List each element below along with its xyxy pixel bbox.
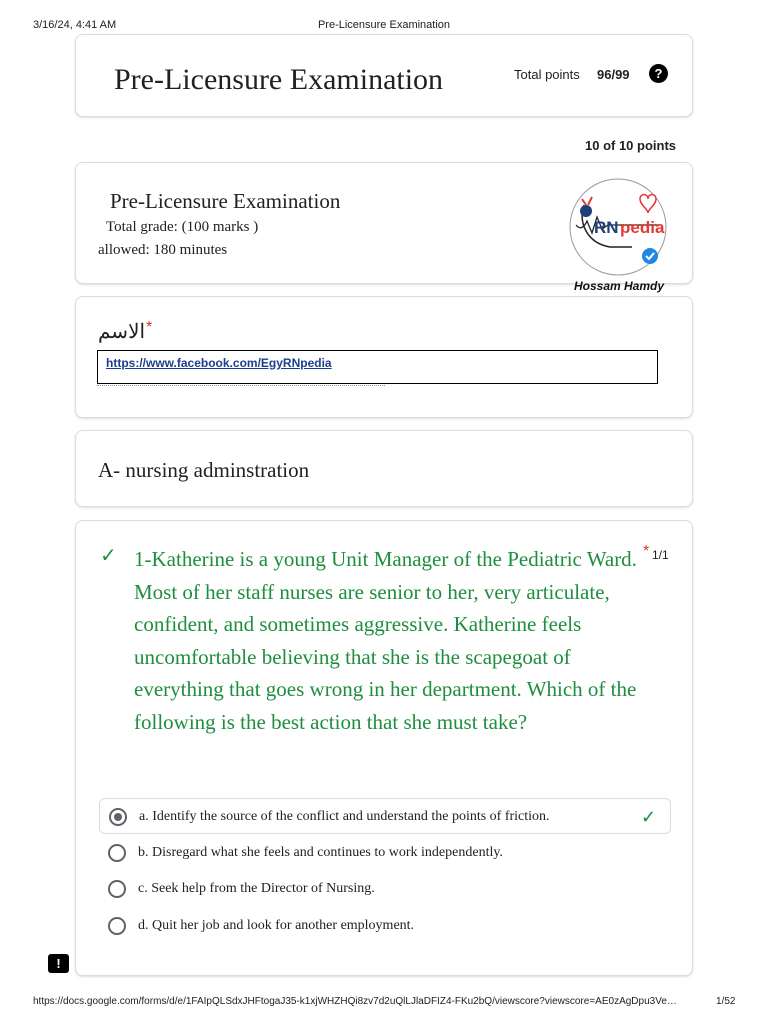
option-d[interactable] (99, 908, 671, 944)
total-points-value: 96/99 (597, 67, 630, 82)
header-card (75, 34, 693, 117)
name-field-label: الاسم (98, 321, 146, 343)
option-c-label: c. Seek help from the Director of Nursing. (138, 881, 375, 896)
correct-check-icon: ✓ (100, 545, 117, 567)
allowed-time-text: allowed: 180 minutes (98, 242, 228, 258)
print-datetime: 3/16/24, 4:41 AM (33, 19, 117, 31)
section-title: A- nursing adminstration (98, 458, 310, 482)
name-answer-link[interactable]: https://www.facebook.com/EgyRNpedia (106, 356, 332, 370)
option-correct-check-icon: ✓ (641, 807, 657, 827)
print-title: Pre-Licensure Examination (317, 19, 451, 31)
name-question-card (75, 296, 693, 418)
radio-icon[interactable] (108, 880, 126, 898)
required-marker: * (146, 319, 153, 336)
page-title: Pre-Licensure Examination (114, 63, 444, 96)
radio-icon[interactable] (108, 844, 126, 862)
total-grade-text: Total grade: (100 marks ) (106, 219, 259, 235)
section-card (75, 430, 693, 507)
feedback-icon[interactable]: ! (48, 954, 69, 973)
question-required-marker: * (643, 543, 650, 560)
answer-underline (97, 385, 385, 386)
points-line: 10 of 10 points (585, 138, 677, 153)
total-points-label: Total points (514, 67, 580, 82)
option-a[interactable] (99, 798, 671, 834)
option-b[interactable] (99, 835, 671, 871)
option-d-label: d. Quit her job and look for another employment. (138, 918, 415, 933)
radio-icon[interactable] (108, 917, 126, 935)
help-icon[interactable]: ? (649, 64, 668, 83)
name-answer-field[interactable] (97, 350, 658, 384)
option-a-label: a. Identify the source of the conflict and understand the points of friction. (139, 809, 550, 824)
radio-selected-icon[interactable] (109, 808, 127, 826)
logo-rn-text: RN (594, 218, 619, 237)
rnpedia-logo (568, 177, 668, 277)
logo-pedia-text: pedia (620, 218, 665, 237)
logo-caption: Hossam Hamdy (573, 279, 665, 293)
option-c[interactable] (99, 871, 671, 907)
option-b-label: b. Disregard what she feels and continues to work independently. (138, 845, 503, 860)
footer-url: https://docs.google.com/forms/d/e/1FAIpQLSdxJHFtogaJ35-k1xjWHZHQi8zv7d2uQlLJlaDFIZ4-FKu2bQ/viewscore?viewscore=AE0zAgDpu3Ve… (33, 996, 677, 1007)
footer-page-number: 1/52 (716, 996, 736, 1007)
question-text: 1-Katherine is a young Unit Manager of the Pediatric Ward. Most of her staff nurses are senior to her, very articulate, confident, and sometimes aggressive. Katherine feels uncomfortable believing that she is the scapegoat of everything that goes wrong in her department. Which of the following is the best action that she must take? (134, 547, 637, 734)
form-title: Pre-Licensure Examination (110, 189, 341, 213)
question-score: 1/1 (652, 548, 669, 562)
question-card (75, 520, 693, 976)
